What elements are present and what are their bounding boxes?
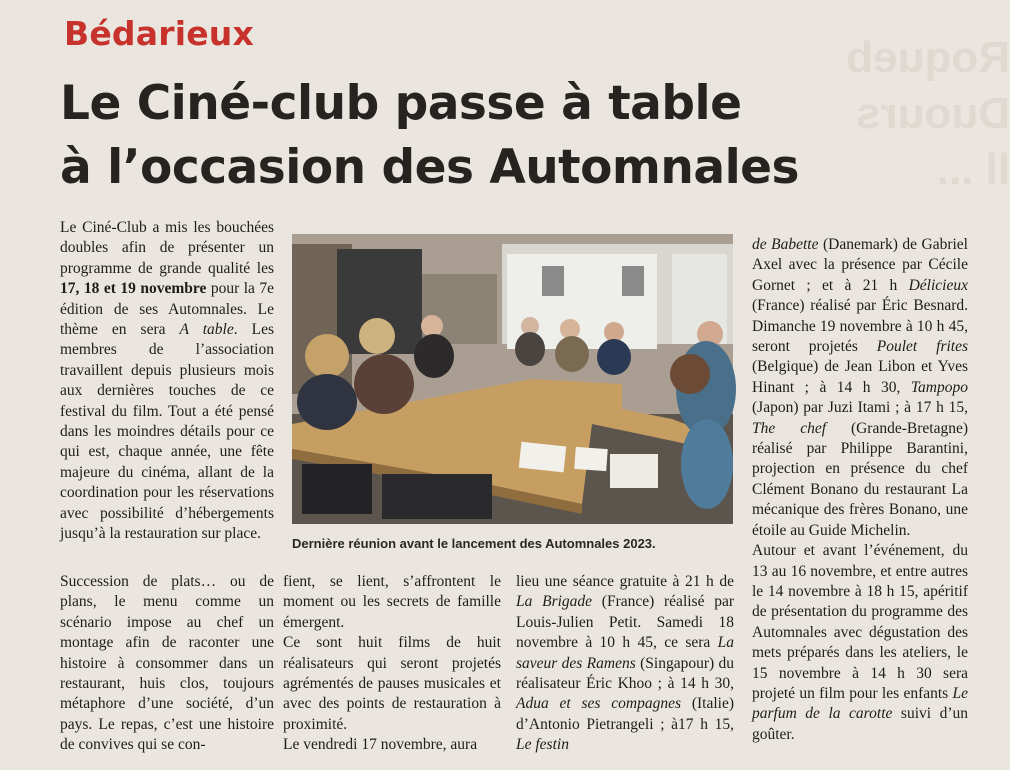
text-run: suivi d’un goûter. <box>752 705 969 743</box>
paragraph-program-continued <box>752 235 968 541</box>
text-run: (Japon) par Juzi Itami ; à 17 h 15, <box>752 399 968 417</box>
headline-line-1: Le Ciné-club passe à table <box>60 76 742 131</box>
film-title: Tampopo <box>910 378 968 396</box>
film-title: Le festin <box>516 736 569 754</box>
paragraph-menu: Succession de plats… ou de plans, le menu comme un scénario impose au chef un montage afin de raconter une histoire à consommer dans un restaurant, huis clos, toujours métaphore d’une société, d’un pays. Le repas, c’est une histoire de convives qui se con- <box>60 573 274 754</box>
article-column-3 <box>516 572 734 756</box>
paragraph-films: Ce sont huit films de huit réalisateurs qui seront projetés agrémentés de pauses musicales et avec des points de restauration à proximité. <box>283 634 501 733</box>
article-column-1 <box>60 218 274 545</box>
paragraph-events <box>752 541 968 745</box>
text-run: pour la 7e édition de ses Automnales. Le thème en sera <box>60 280 274 339</box>
text-run: Le Ciné-Club a mis les bouchées doubles afin de présenter un programme de grande qualité les <box>60 219 274 277</box>
text-run: (Danemark) de Gabriel Axel avec la présence par Cécile Gornet ; et à 21 h <box>752 236 968 294</box>
dates-bold: 17, 18 et 19 novembre <box>60 280 207 298</box>
film-title: de Babette <box>752 236 819 253</box>
text-run: (France) réalisé par Éric Besnard. Dimanche 19 novembre à 10 h 45, seront projetés <box>752 297 968 356</box>
film-title: Délicieux <box>908 276 968 294</box>
film-title: Adua et ses compagnes <box>516 695 682 713</box>
article-column-2 <box>283 572 501 756</box>
film-title: Le parfum de la carotte <box>752 684 968 723</box>
text-run: (France) réalisé par Louis-Julien Petit. Samedi 18 novembre à 10 h 45, ce sera <box>516 593 734 652</box>
film-title: Poulet frites <box>876 338 968 356</box>
article-column-4 <box>752 235 968 745</box>
text-run: (Singapour) du réalisateur Éric Khoo ; à 14 h 30, <box>516 654 735 693</box>
paragraph-continued: fient, se lient, s’affrontent le moment ou les secrets de famille émergent. <box>283 573 501 631</box>
theme-italic: A table <box>179 321 234 339</box>
text-run: lieu une séance gratuite à 21 h de <box>516 573 734 590</box>
film-title: The chef <box>752 419 827 437</box>
text-run: (Belgique) de Jean Libon et Yves Hinant ; à 14 h 30, <box>752 358 968 396</box>
paragraph-friday: Le vendredi 17 novembre, aura <box>283 736 478 754</box>
bleed-line: ll ... <box>936 145 1010 194</box>
section-kicker: Bédarieux <box>64 14 254 53</box>
bleed-line: Duours <box>856 89 1010 138</box>
article-column-1-lower <box>60 572 274 756</box>
paragraph-program <box>516 572 734 756</box>
film-title: La saveur des Ramens <box>516 634 734 672</box>
photo-caption: Dernière réunion avant le lancement des Automnales 2023. <box>292 536 656 551</box>
headline <box>60 72 960 200</box>
text-run: (Grande-Bretagne) réalisé par Philippe Barantini, projection en présence du chef Clément Bonano du restaurant La mécanique des frères Bonano, une étoile au Guide Michelin. <box>752 419 968 539</box>
text-run: . Les membres de l’association travaillent depuis plusieurs mois aux dernières touches de ce festival du film. Tout a été pensé dans les moindres détails pour ce qui est, chaque année, une fête majeure du cinéma, allant de la coordination pour les réservations avec possibilité d’hébergements jusqu’à la restauration sur place. <box>60 321 274 543</box>
text-run: Autour et avant l’événement, du 13 au 16 novembre, et entre autres le 14 novembre à 18 h 15, apéritif de présentation du programme des Automnales avec dégustation des mets préparés dans les ateliers, le 15 novembre à 14 h 30 sera projeté un film pour les enfants <box>752 542 968 702</box>
meeting-photo-illustration <box>292 234 733 524</box>
headline-line-2: à l’occasion des Automnales <box>60 140 800 195</box>
bleed-line: Roqueb <box>846 33 1010 82</box>
film-title: La Brigade <box>516 593 593 611</box>
text-run: (Italie) d’Antonio Pietrangeli ; à17 h 15, <box>516 695 734 733</box>
meeting-photo <box>292 234 733 524</box>
paragraph-intro <box>60 218 274 545</box>
